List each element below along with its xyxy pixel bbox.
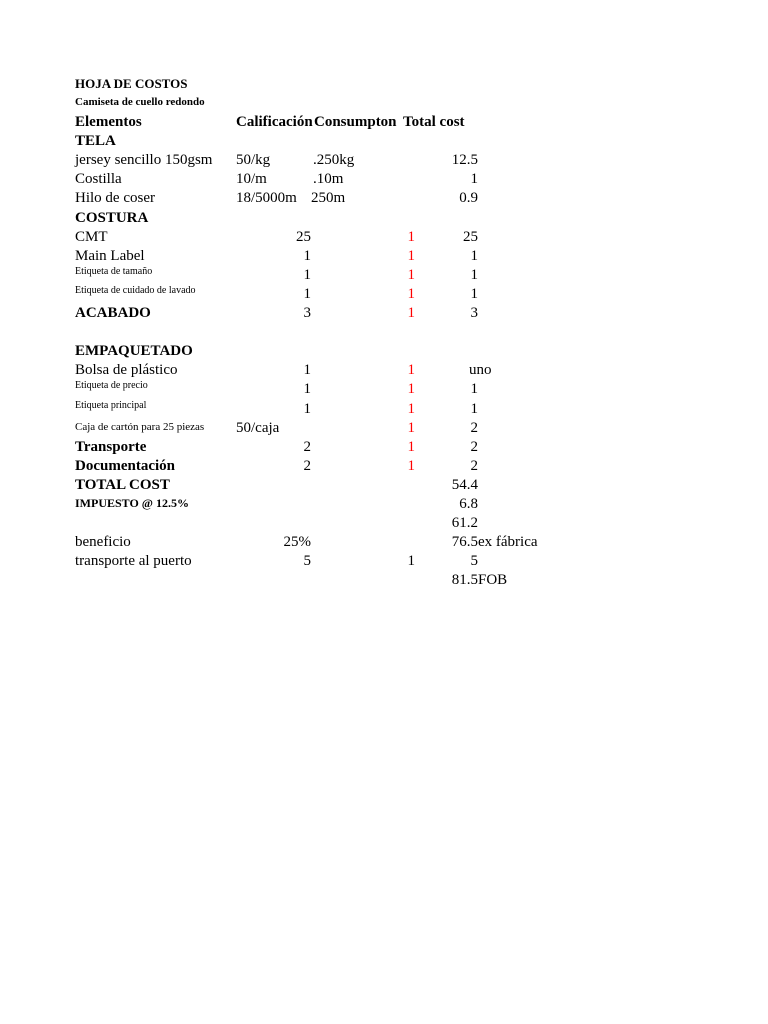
transporte-puerto-label: transporte al puerto (75, 553, 192, 569)
item-rate: 1 (303, 381, 311, 397)
item-name: Costilla (75, 171, 122, 187)
table-row (0, 170, 768, 189)
item-total: 2 (470, 458, 478, 474)
item-name: jersey sencillo 150gsm (75, 152, 213, 168)
table-row (0, 304, 768, 323)
sheet-title: HOJA DE COSTOS (75, 76, 188, 91)
item-consumption: 250m (311, 190, 346, 206)
table-row (0, 285, 768, 304)
item-name: Caja de cartón para 25 piezas (75, 421, 205, 433)
item-name: Etiqueta de cuidado de lavado (75, 285, 196, 296)
section-tela-label: TELA (75, 133, 116, 149)
header-row (0, 113, 768, 132)
item-rate: 50/caja (236, 420, 280, 436)
item-rate: 50/kg (236, 152, 271, 168)
beneficio-label: beneficio (75, 534, 131, 550)
item-rate: 18/5000m (236, 190, 297, 206)
item-total: 1 (470, 171, 478, 187)
item-total: 0.9 (459, 190, 478, 206)
sheet-subtitle-row (0, 93, 768, 112)
item-name: Main Label (75, 248, 145, 264)
item-rate: 1 (303, 286, 311, 302)
fob-value: 81.5 (451, 572, 478, 588)
sheet-subtitle: Camiseta de cuello redondo (75, 96, 205, 108)
total-cost-row (0, 476, 768, 495)
item-qty: 1 (407, 420, 415, 436)
transporte-puerto-value: 5 (470, 553, 478, 569)
beneficio-value: 76.5 (451, 534, 478, 550)
beneficio-row (0, 533, 768, 552)
item-qty: 1 (407, 305, 415, 321)
item-qty: 1 (407, 401, 415, 417)
beneficio-note: ex fábrica (478, 534, 538, 550)
section-empaquetado-row (0, 342, 768, 361)
item-rate: 25 (296, 229, 311, 245)
table-row (0, 457, 768, 476)
item-qty: 1 (407, 229, 415, 245)
section-tela-row (0, 132, 768, 151)
item-total: 3 (470, 305, 478, 321)
item-name: Documentación (75, 458, 175, 474)
header-consumption: Consumpton (314, 114, 397, 130)
item-total: 1 (470, 286, 478, 302)
table-row (0, 151, 768, 170)
section-costura-row (0, 209, 768, 228)
table-row (0, 228, 768, 247)
header-calificacion: Calificación (236, 114, 313, 130)
item-qty: 1 (407, 439, 415, 455)
subtotal-value: 61.2 (451, 515, 478, 531)
transporte-puerto-rate: 5 (303, 553, 311, 569)
item-qty: 1 (407, 267, 415, 283)
item-qty: 1 (407, 362, 415, 378)
header-total-cost: Total cost (403, 114, 465, 130)
item-rate: 1 (303, 248, 311, 264)
impuesto-row (0, 495, 768, 514)
item-total: 1 (470, 267, 478, 283)
item-name: Etiqueta de precio (75, 380, 148, 391)
item-qty: 1 (407, 458, 415, 474)
item-name: CMT (75, 229, 108, 245)
item-rate: 10/m (236, 171, 267, 187)
item-qty: 1 (407, 248, 415, 264)
total-cost-label: TOTAL COST (75, 477, 170, 493)
header-elementos: Elementos (75, 114, 142, 130)
item-total: 12.5 (451, 152, 478, 168)
total-cost-value: 54.4 (451, 477, 478, 493)
subtotal-row (0, 514, 768, 533)
impuesto-value: 6.8 (459, 496, 478, 512)
item-qty: 1 (407, 286, 415, 302)
item-name: ACABADO (75, 305, 151, 321)
item-name: Hilo de coser (75, 190, 155, 206)
item-rate: 1 (303, 267, 311, 283)
fob-row (0, 571, 768, 590)
item-name: Transporte (75, 439, 147, 455)
item-total: 2 (470, 420, 478, 436)
item-total: 1 (470, 401, 478, 417)
item-rate: 1 (303, 401, 311, 417)
item-rate: 3 (303, 305, 311, 321)
item-rate: 2 (303, 458, 311, 474)
item-rate: 2 (303, 439, 311, 455)
item-name: Bolsa de plástico (75, 362, 178, 378)
item-name: Etiqueta principal (75, 400, 147, 411)
transporte-puerto-qty: 1 (407, 553, 415, 569)
table-row (0, 419, 768, 438)
sheet-title-row (0, 74, 768, 93)
fob-note: FOB (478, 572, 508, 588)
item-total: uno (469, 362, 492, 378)
item-total: 1 (470, 381, 478, 397)
table-row (0, 189, 768, 208)
section-costura-label: COSTURA (75, 210, 149, 226)
impuesto-label: IMPUESTO @ 12.5% (75, 496, 189, 510)
table-row (0, 400, 768, 419)
section-empaquetado-label: EMPAQUETADO (75, 343, 193, 359)
table-row (0, 438, 768, 457)
item-consumption: .250kg (313, 152, 355, 168)
transporte-puerto-row (0, 552, 768, 571)
item-rate: 1 (303, 362, 311, 378)
beneficio-rate: 25% (283, 534, 311, 550)
item-total: 25 (463, 229, 478, 245)
item-qty: 1 (407, 381, 415, 397)
item-name: Etiqueta de tamaño (75, 266, 153, 277)
item-total: 2 (470, 439, 478, 455)
item-consumption: .10m (313, 171, 344, 187)
item-total: 1 (470, 248, 478, 264)
